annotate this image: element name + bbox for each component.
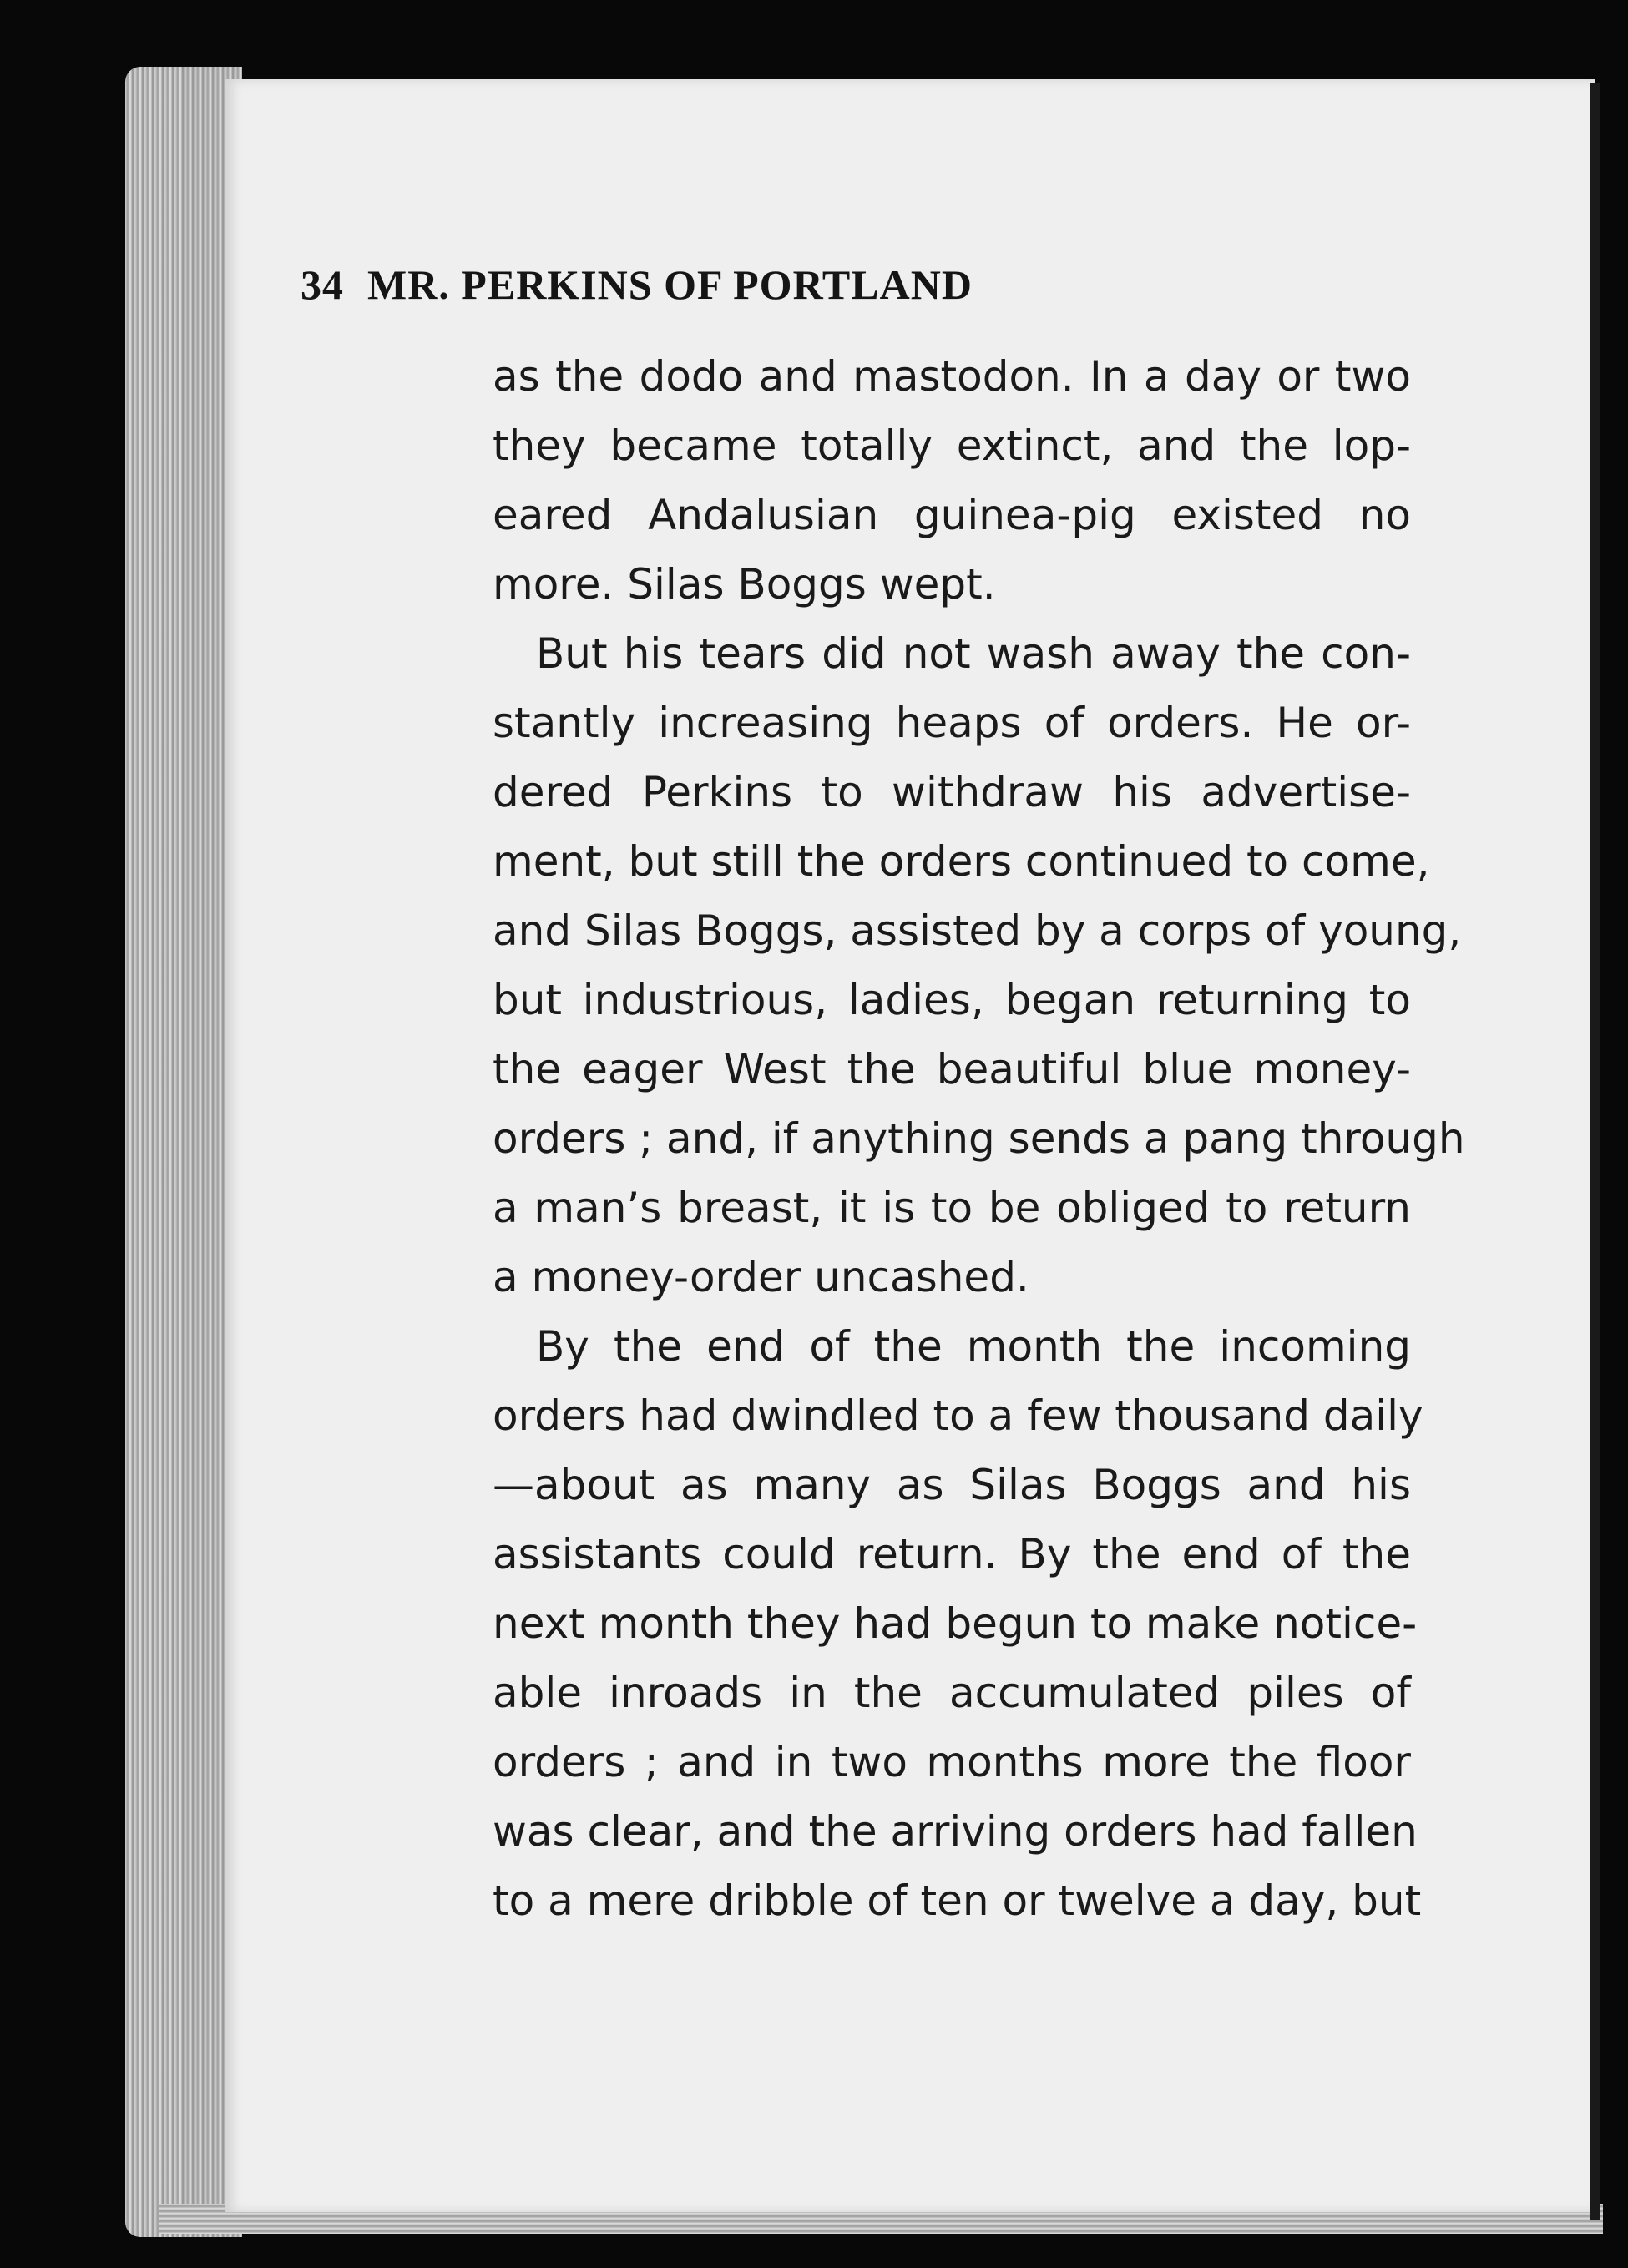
body-text <box>493 342 1465 1936</box>
text-line: assistants could return. By the end of the <box>493 1530 1411 1579</box>
text-line: —about as many as Silas Boggs and his <box>493 1461 1411 1509</box>
text-line: ment, but still the orders continued to come, <box>493 837 1430 886</box>
text-line: orders had dwindled to a few thousand daily <box>493 1392 1423 1440</box>
running-title: MR. PERKINS OF PORTLAND <box>367 261 973 308</box>
text-line: By the end of the month the incoming <box>536 1322 1411 1371</box>
text-line: dered Perkins to withdraw his advertise- <box>493 768 1411 816</box>
text-line: But his tears did not wash away the con- <box>536 629 1411 678</box>
text-line: they became totally extinct, and the lop- <box>493 422 1411 470</box>
text-line: a money-order uncashed. <box>493 1253 1029 1301</box>
text-line: able inroads in the accumulated piles of <box>493 1669 1411 1717</box>
page-number: 34 <box>301 261 344 308</box>
text-line: stantly increasing heaps of orders. He or- <box>493 699 1411 747</box>
text-line: next month they had begun to make notice- <box>493 1599 1418 1648</box>
text-line: more. Silas Boggs wept. <box>493 560 996 609</box>
text-line: orders ; and, if anything sends a pang through <box>493 1114 1465 1163</box>
text-line: orders ; and in two months more the floor <box>493 1738 1411 1786</box>
page-right-edge <box>1590 83 1600 2220</box>
text-line: but industrious, ladies, began returning to <box>493 976 1411 1024</box>
text-line: to a mere dribble of ten or twelve a day, but <box>493 1877 1422 1925</box>
text-line: the eager West the beautiful blue money- <box>493 1045 1411 1094</box>
text-line: as the dodo and mastodon. In a day or two <box>493 352 1411 401</box>
text-line: was clear, and the arriving orders had fallen <box>493 1807 1418 1856</box>
running-head <box>301 260 1302 309</box>
text-line: eared Andalusian guinea-pig existed no <box>493 491 1411 539</box>
text-line: a man’s breast, it is to be obliged to return <box>493 1184 1411 1232</box>
page-edges <box>125 67 242 2237</box>
text-line: and Silas Boggs, assisted by a corps of young, <box>493 907 1462 955</box>
